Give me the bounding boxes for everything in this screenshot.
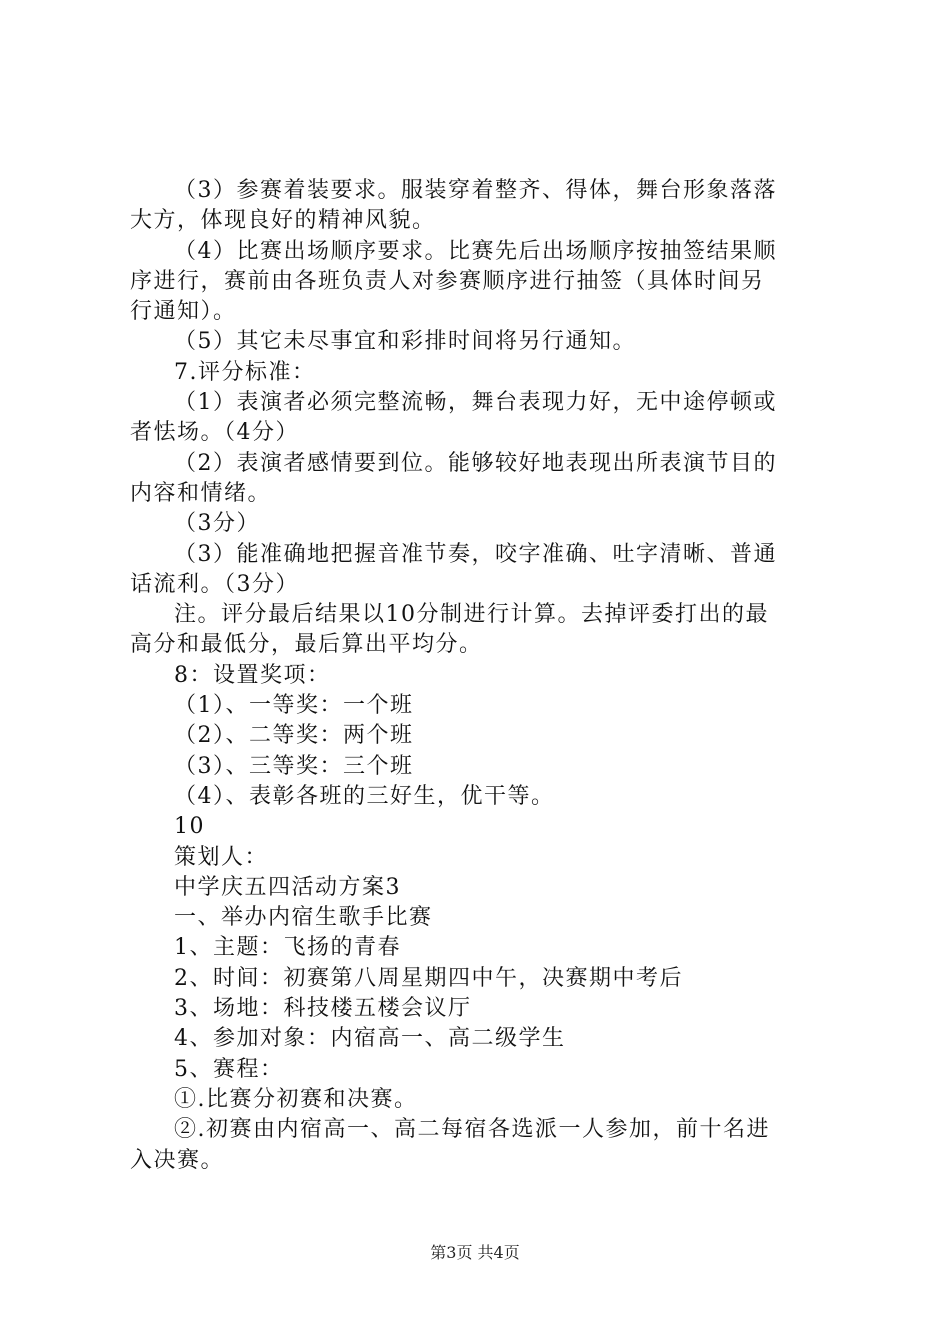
text-line: 一、举办内宿生歌手比赛 <box>174 905 433 931</box>
text-line: 序进行，赛前由各班负责人对参赛顺序进行抽签（具体时间另 <box>130 268 765 294</box>
text-line: 5、赛程： <box>174 1056 284 1082</box>
text-line: （2）表演者感情要到位。能够较好地表现出所表演节目的 <box>174 450 777 476</box>
text-line: 3、场地：科技楼五楼会议厅 <box>174 996 472 1022</box>
text-line: （3）参赛着装要求。服装穿着整齐、得体，舞台形象落落 <box>174 178 777 203</box>
text-line: 入决赛。 <box>130 1147 225 1173</box>
text-line: 话流利。（3分） <box>130 571 299 597</box>
text-line: ②.初赛由内宿高一、高二每宿各选派一人参加，前十名进 <box>174 1117 770 1143</box>
text-line: 行通知）。 <box>130 299 237 325</box>
text-line: 1、主题：飞扬的青春 <box>174 935 401 961</box>
text-line: 2、时间：初赛第八周星期四中午，决赛期中考后 <box>174 965 683 991</box>
text-line: 高分和最低分，最后算出平均分。 <box>130 632 483 658</box>
text-line: 大方，体现良好的精神风貌。 <box>130 208 436 234</box>
text-line: （3）能准确地把握音准节奏，咬字准确、吐字清晰、普通 <box>174 541 777 567</box>
text-line: 10 <box>174 814 205 840</box>
text-line: （3分） <box>174 511 260 537</box>
text-line: 7.评分标准： <box>174 359 316 385</box>
text-line: 内容和情绪。 <box>130 480 272 506</box>
text-line: ①.比赛分初赛和决赛。 <box>174 1086 418 1112</box>
text-line: 策划人： <box>174 844 269 870</box>
text-line: 4、参加对象：内宿高一、高二级学生 <box>174 1026 566 1052</box>
text-line: （4）比赛出场顺序要求。比赛先后出场顺序按抽签结果顺 <box>174 238 777 264</box>
text-line: （1）表演者必须完整流畅，舞台表现力好，无中途停顿或 <box>174 390 777 416</box>
text-line: 8：设置奖项： <box>174 662 331 688</box>
text-line: （2）、二等奖：两个班 <box>174 723 414 749</box>
text-line: （5）其它未尽事宜和彩排时间将另行通知。 <box>174 329 636 355</box>
page-footer: 第3页 共4页 <box>430 1243 520 1262</box>
text-line: 注。评分最后结果以10分制进行计算。去掉评委打出的最 <box>174 602 769 628</box>
text-line: （3）、三等奖：三个班 <box>174 753 414 779</box>
text-line: 者怯场。（4分） <box>130 420 299 446</box>
document-body <box>130 176 832 1176</box>
text-line: （4）、表彰各班的三好生，优干等。 <box>174 783 555 809</box>
text-line: （1）、一等奖：一个班 <box>174 693 414 719</box>
text-line: 中学庆五四活动方案3 <box>174 874 401 900</box>
